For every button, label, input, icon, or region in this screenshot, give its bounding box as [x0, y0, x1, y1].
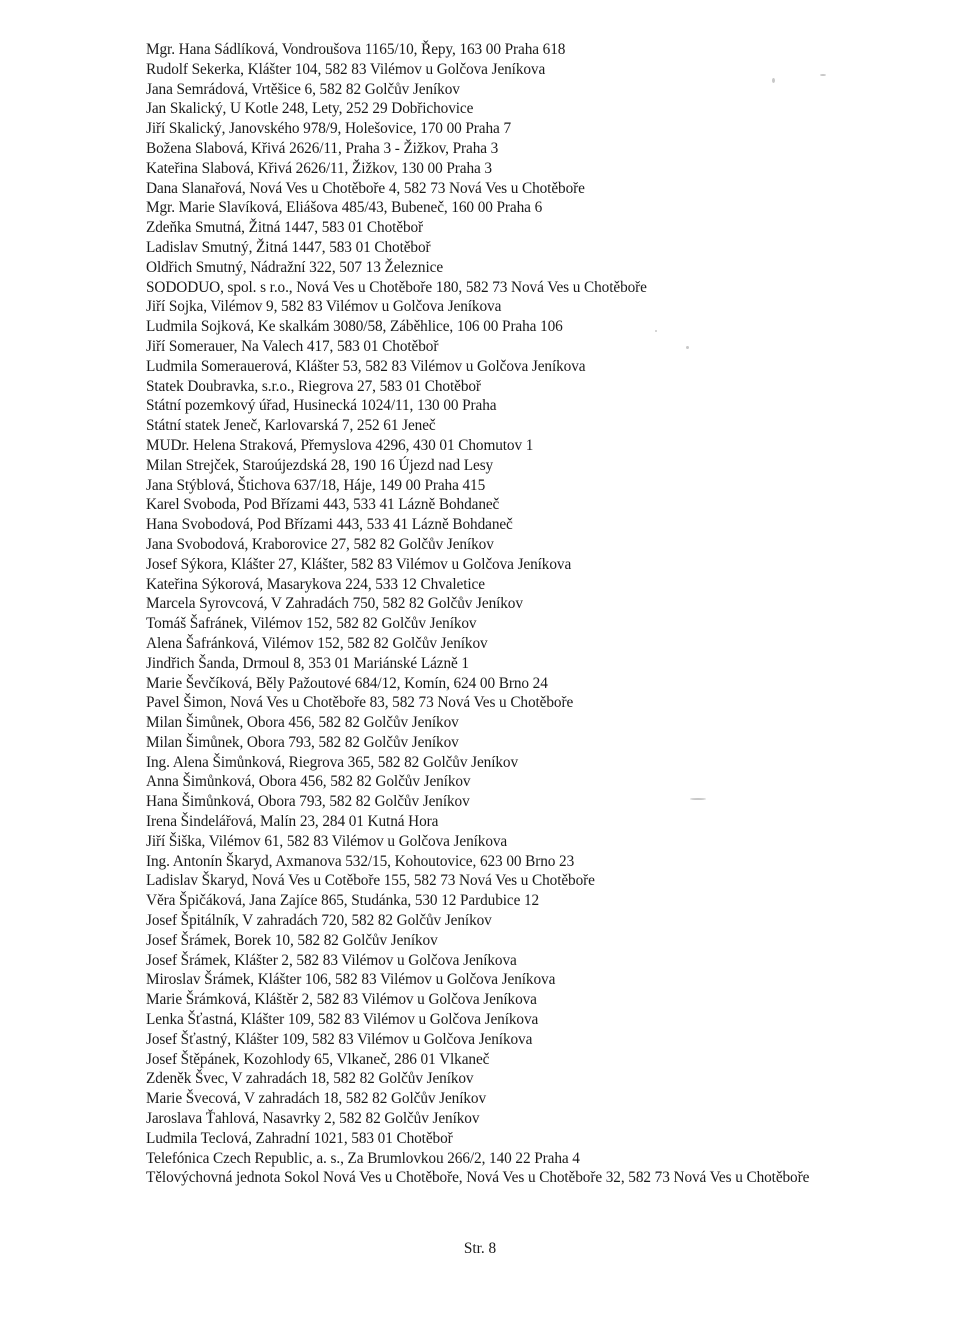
- list-item: Mgr. Marie Slavíková, Eliášova 485/43, Bubeneč, 160 00 Praha 6: [146, 199, 543, 217]
- list-item: Telefónica Czech Republic, a. s., Za Brumlovkou 266/2, 140 22 Praha 4: [146, 1149, 580, 1167]
- list-item: Kateřina Slabová, Křivá 2626/11, Žižkov, 130 00 Praha 3: [146, 159, 492, 177]
- list-item: Božena Slabová, Křivá 2626/11, Praha 3 - Žižkov, Praha 3: [146, 139, 499, 157]
- list-item: Milan Šimůnek, Obora 456, 582 82 Golčův Jeníkov: [146, 714, 459, 732]
- scan-speck: [655, 330, 657, 332]
- owner-address-list: [146, 40, 866, 1188]
- list-item: Alena Šafránková, Vilémov 152, 582 82 Golčův Jeníkov: [146, 634, 488, 652]
- list-item: Marie Švecová, V zahradách 18, 582 82 Golčův Jeníkov: [146, 1090, 487, 1108]
- list-item: Mgr. Hana Sádlíková, Vondroušova 1165/10, Řepy, 163 00 Praha 618: [146, 41, 566, 58]
- list-item: Anna Šimůnková, Obora 456, 582 82 Golčův Jeníkov: [146, 773, 471, 791]
- list-item: Jiří Sojka, Vilémov 9, 582 83 Vilémov u Golčova Jeníkova: [146, 298, 502, 316]
- list-item: Jiří Somerauer, Na Valech 417, 583 01 Chotěboř: [146, 337, 439, 355]
- list-item: Kateřina Sýkorová, Masarykova 224, 533 12 Chvaletice: [146, 575, 485, 593]
- list-item: Statek Doubravka, s.r.o., Riegrova 27, 583 01 Chotěboř: [146, 377, 481, 395]
- list-item: Rudolf Sekerka, Klášter 104, 582 83 Vilémov u Golčova Jeníkova: [146, 60, 546, 78]
- list-item: Josef Šrámek, Borek 10, 582 82 Golčův Jeníkov: [146, 931, 438, 949]
- list-item: Jana Svobodová, Kraborovice 27, 582 82 Golčův Jeníkov: [146, 535, 494, 553]
- list-item: Oldřich Smutný, Nádražní 322, 507 13 Železnice: [146, 258, 444, 276]
- list-item: Lenka Šťastná, Klášter 109, 582 83 Vilémov u Golčova Jeníkova: [146, 1011, 539, 1029]
- list-item: Zdeňka Smutná, Žitná 1447, 583 01 Chotěboř: [146, 219, 424, 237]
- list-item: Hana Šimůnková, Obora 793, 582 82 Golčův Jeníkov: [146, 793, 470, 811]
- scan-speck: [820, 74, 826, 76]
- list-item: Marie Šrámková, Kláštěr 2, 582 83 Vilémov u Golčova Jeníkova: [146, 991, 537, 1009]
- list-item: Jana Stýblová, Štichova 637/18, Háje, 149 00 Praha 415: [146, 476, 486, 494]
- list-item: Státní statek Jeneč, Karlovarská 7, 252 61 Jeneč: [146, 417, 436, 435]
- scan-speck: [772, 78, 775, 83]
- list-item: Jiří Skalický, Janovského 978/9, Holešovice, 170 00 Praha 7: [146, 120, 511, 138]
- list-item: Irena Šindelářová, Malín 23, 284 01 Kutná Hora: [146, 813, 439, 831]
- list-item: Jiří Šiška, Vilémov 61, 582 83 Vilémov u Golčova Jeníkova: [146, 832, 508, 850]
- scan-speck: [690, 798, 706, 800]
- list-item: Josef Špitálník, V zahradách 720, 582 82 Golčův Jeníkov: [146, 912, 492, 930]
- list-item: Josef Šrámek, Klášter 2, 582 83 Vilémov u Golčova Jeníkova: [146, 951, 517, 969]
- page-number: Str. 8: [463, 1240, 497, 1257]
- list-item: Josef Štěpánek, Kozohlody 65, Vlkaneč, 286 01 Vlkaneč: [146, 1050, 490, 1068]
- list-item: Pavel Šimon, Nová Ves u Chotěboře 83, 582 73 Nová Ves u Chotěboře: [146, 694, 574, 712]
- list-item: Milan Šimůnek, Obora 793, 582 82 Golčův Jeníkov: [146, 733, 459, 751]
- list-item: Marcela Syrovcová, V Zahradách 750, 582 82 Golčův Jeníkov: [146, 595, 523, 613]
- list-item: Ludmila Sojková, Ke skalkám 3080/58, Záběhlice, 106 00 Praha 106: [146, 318, 563, 336]
- list-item: Josef Šťastný, Klášter 109, 582 83 Vilémov u Golčova Jeníkova: [146, 1030, 533, 1048]
- list-item: Státní pozemkový úřad, Husinecká 1024/11, 130 00 Praha: [146, 397, 497, 415]
- list-item: Věra Špičáková, Jana Zajíce 865, Studánka, 530 12 Pardubice 12: [146, 892, 540, 910]
- list-item: Ing. Antonín Škaryd, Axmanova 532/15, Kohoutovice, 623 00 Brno 23: [146, 852, 575, 870]
- list-item: Ladislav Škaryd, Nová Ves u Cotěboře 155, 582 73 Nová Ves u Chotěboře: [146, 872, 595, 890]
- list-item: Ludmila Teclová, Zahradní 1021, 583 01 Chotěboř: [146, 1129, 453, 1147]
- list-item: Jaroslava Ťahlová, Nasavrky 2, 582 82 Golčův Jeníkov: [146, 1110, 480, 1128]
- list-item: Josef Sýkora, Klášter 27, Klášter, 582 83 Vilémov u Golčova Jeníkova: [146, 555, 572, 573]
- list-item: Ludmila Somerauerová, Klášter 53, 582 83 Vilémov u Golčova Jeníkova: [146, 357, 586, 375]
- list-item: Jana Semrádová, Vrtěšice 6, 582 82 Golčův Jeníkov: [146, 80, 460, 98]
- list-item: Ing. Alena Šimůnková, Riegrova 365, 582 82 Golčův Jeníkov: [146, 753, 519, 771]
- list-item: Hana Svobodová, Pod Břízami 443, 533 41 Lázně Bohdaneč: [146, 516, 513, 534]
- list-item: MUDr. Helena Straková, Přemyslova 4296, 430 01 Chomutov 1: [146, 436, 534, 454]
- list-item: Dana Slanařová, Nová Ves u Chotěboře 4, 582 73 Nová Ves u Chotěboře: [146, 179, 585, 197]
- list-item: Tělovýchovná jednota Sokol Nová Ves u Chotěboře, Nová Ves u Chotěboře 32, 582 73 Nová Ves u Chotěboře: [146, 1169, 810, 1187]
- list-item: SODODUO, spol. s r.o., Nová Ves u Chotěboře 180, 582 73 Nová Ves u Chotěboře: [146, 278, 647, 296]
- list-item: Jindřich Šanda, Drmoul 8, 353 01 Mariánské Lázně 1: [146, 654, 469, 672]
- scan-speck: [686, 346, 689, 349]
- list-item: Tomáš Šafránek, Vilémov 152, 582 82 Golčův Jeníkov: [146, 615, 477, 633]
- list-item: Milan Strejček, Staroújezdská 28, 190 16 Újezd nad Lesy: [146, 456, 494, 474]
- list-item: Miroslav Šrámek, Klášter 106, 582 83 Vilémov u Golčova Jeníkova: [146, 971, 556, 989]
- list-item: Ladislav Smutný, Žitná 1447, 583 01 Chotěboř: [146, 238, 431, 256]
- list-item: Marie Ševčíková, Běly Pažoutové 684/12, Komín, 624 00 Brno 24: [146, 674, 548, 692]
- list-item: Zdeněk Švec, V zahradách 18, 582 82 Golčův Jeníkov: [146, 1070, 474, 1088]
- list-item: Jan Skalický, U Kotle 248, Lety, 252 29 Dobřichovice: [146, 100, 474, 118]
- list-item: Karel Svoboda, Pod Břízami 443, 533 41 Lázně Bohdaneč: [146, 496, 500, 514]
